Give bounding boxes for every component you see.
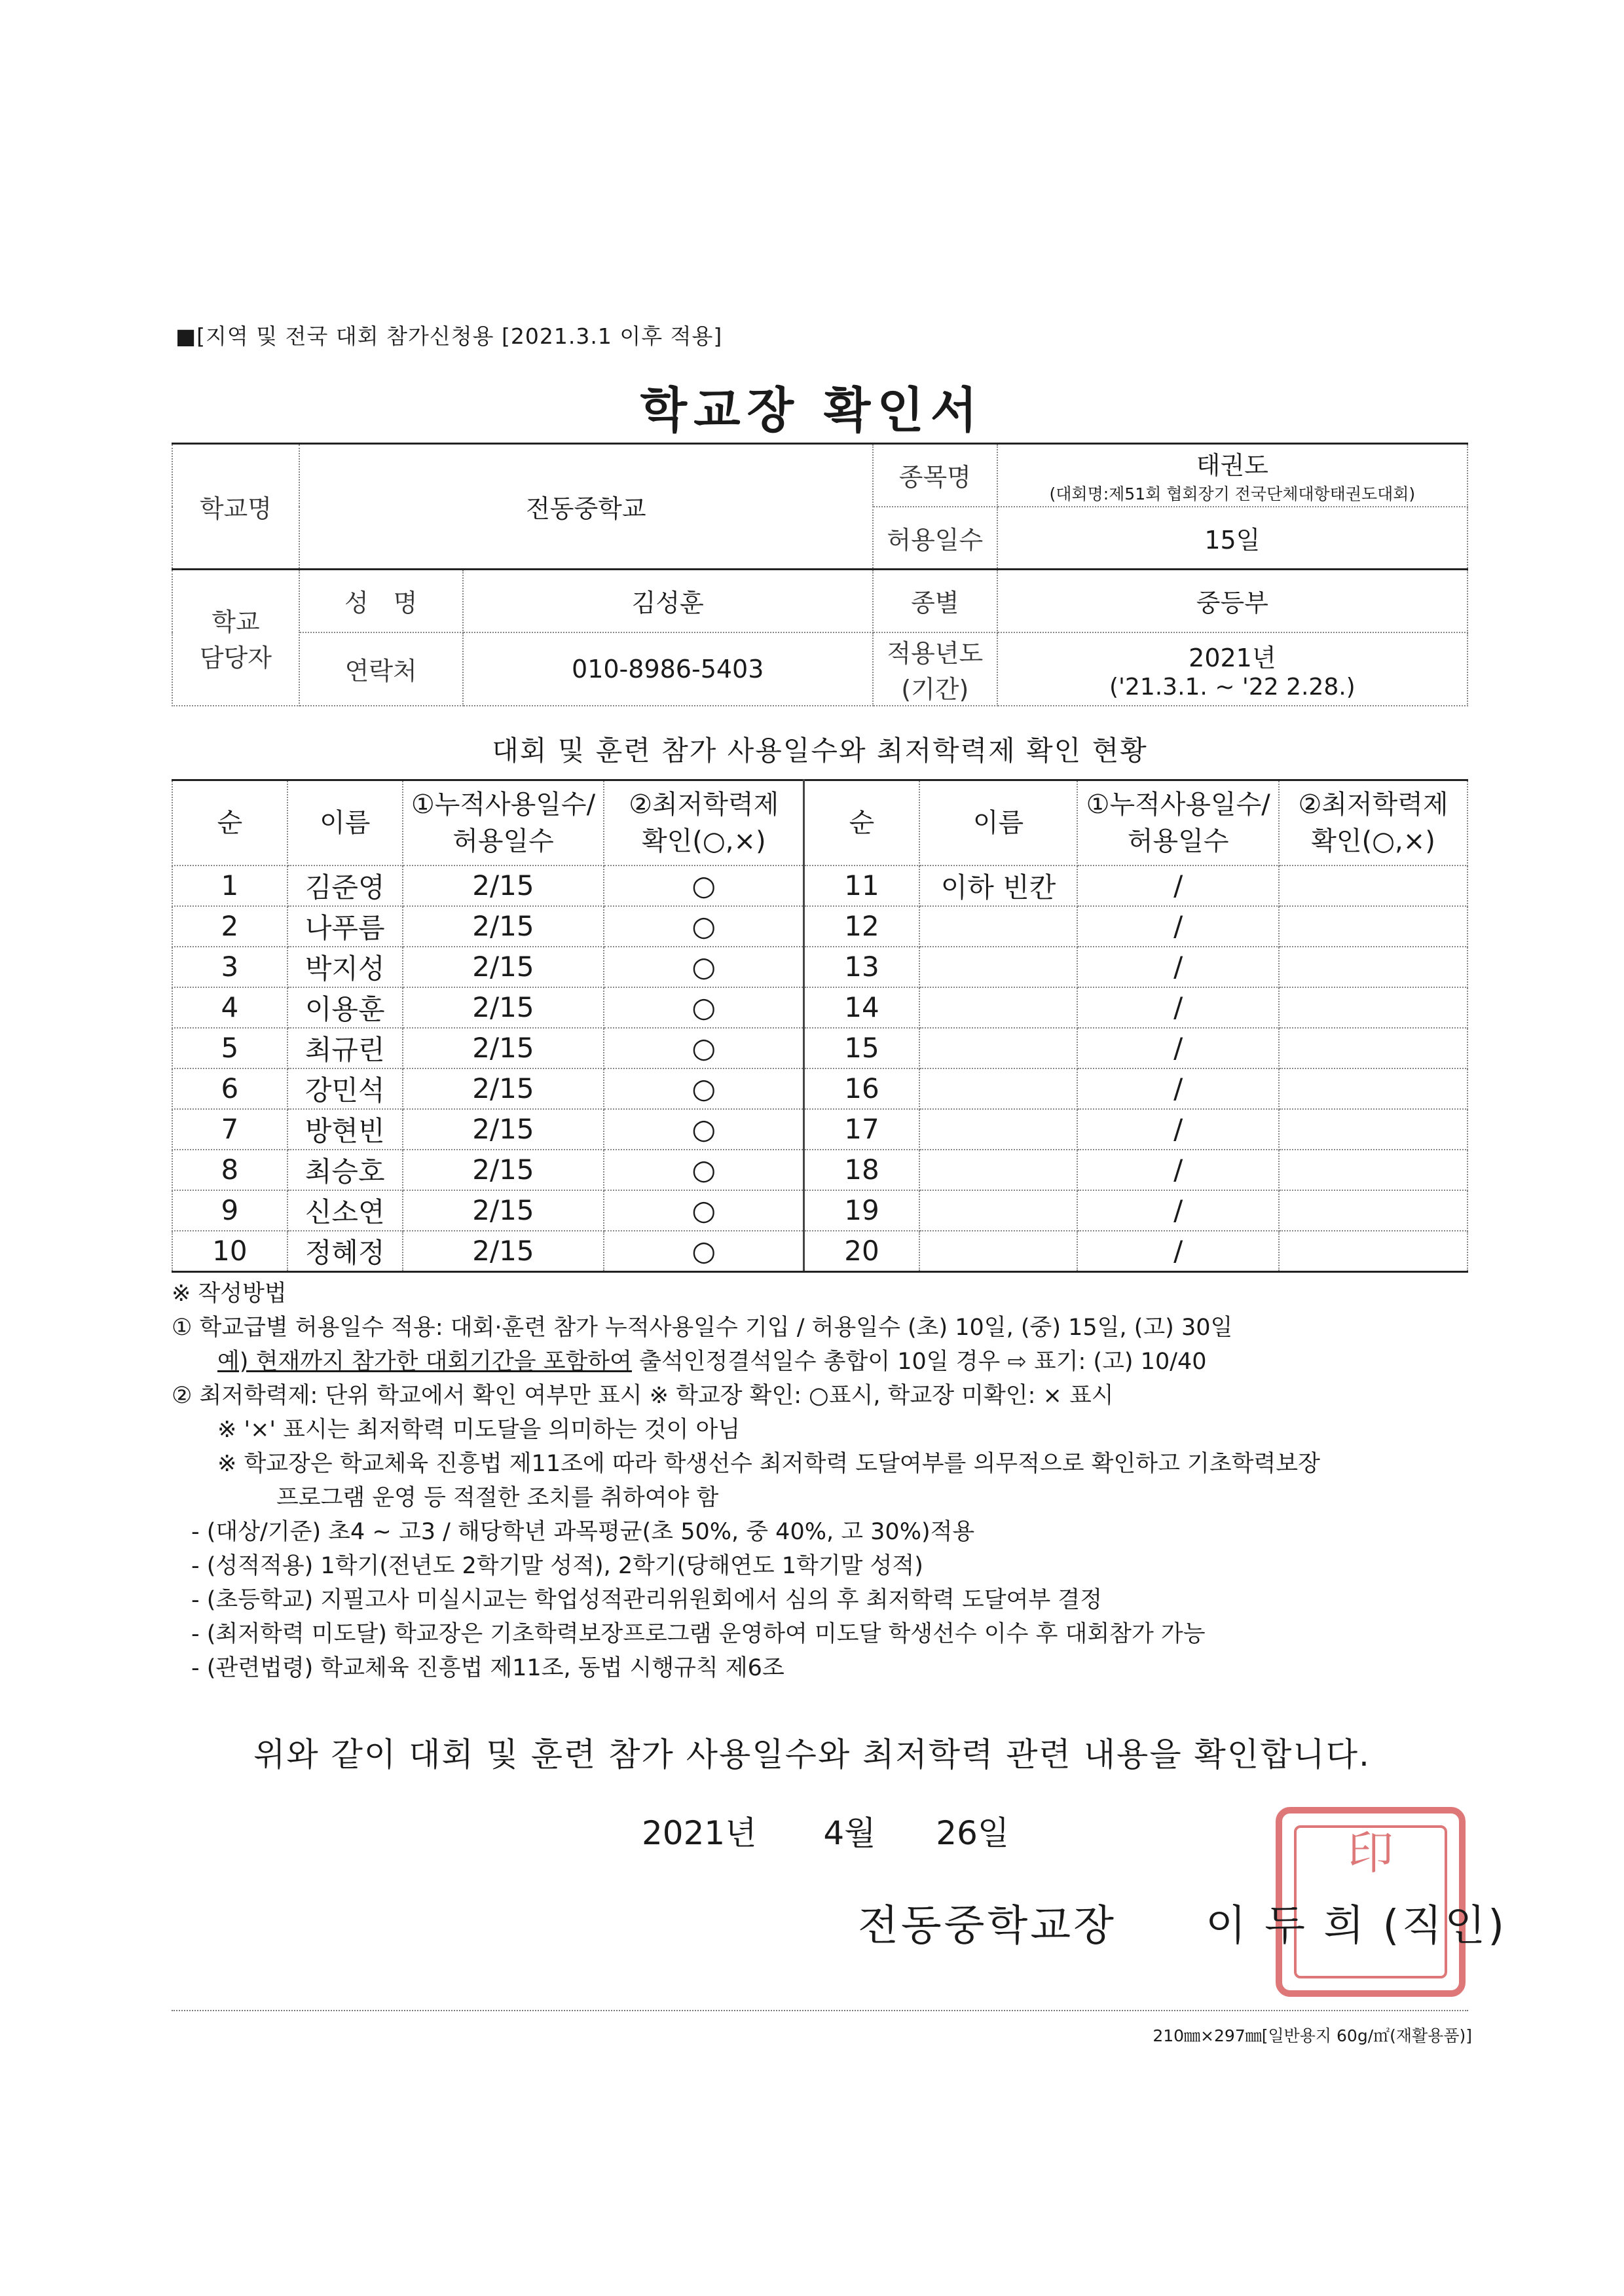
header-check [604, 780, 803, 866]
row-name-right [919, 987, 1078, 1028]
principal-signature: 전동중학교장 이 두 희 (직인) [858, 1902, 1507, 1950]
row-num-right: 20 [804, 1231, 919, 1272]
row-num: 6 [172, 1068, 287, 1109]
row-days-right: / [1077, 1150, 1279, 1190]
date-year: 2021년 [642, 1814, 757, 1852]
manager-label [172, 570, 299, 706]
seal-glyph: 印 [1348, 1826, 1393, 1880]
row-name: 신소연 [287, 1190, 403, 1231]
notes-heading: ※ 작성방법 [172, 1281, 287, 1307]
row-name-right [919, 1190, 1078, 1231]
manager-name-value: 김성훈 [463, 570, 873, 632]
row-days-right: / [1077, 906, 1279, 947]
row-name-right [919, 1150, 1078, 1190]
allowed-days-label: 허용일수 [873, 507, 997, 570]
row-days: 2/15 [403, 1190, 604, 1231]
row-check: ○ [604, 947, 803, 987]
row-num: 1 [172, 866, 287, 906]
manager-label-line1: 학교 [212, 607, 260, 636]
row-days: 2/15 [403, 1150, 604, 1190]
row-num-right: 11 [804, 866, 919, 906]
row-num-right: 13 [804, 947, 919, 987]
row-check-right [1279, 906, 1467, 947]
row-num: 9 [172, 1190, 287, 1231]
competition-name: (대회명:제51회 협회장기 전국단체대항태권도대회) [1049, 484, 1416, 504]
row-num-right: 18 [804, 1150, 919, 1190]
row-num-right: 14 [804, 987, 919, 1028]
roster-header-row [172, 780, 1467, 866]
row-days-right: / [1077, 1028, 1279, 1068]
header-num: 순 [172, 780, 287, 866]
header-check-right-line1: ②최저학력제 [1298, 789, 1449, 820]
date-day: 26일 [936, 1814, 1010, 1852]
issue-date [642, 1807, 1009, 1854]
school-info-table [172, 443, 1468, 706]
row-days: 2/15 [403, 906, 604, 947]
row-days: 2/15 [403, 1231, 604, 1272]
row-name-right: 이하 빈칸 [919, 866, 1078, 906]
row-check-right [1279, 1109, 1467, 1150]
table-row [172, 1068, 1467, 1109]
row-days: 2/15 [403, 866, 604, 906]
document-title: 학교장 확인서 [640, 382, 984, 439]
table-row [172, 866, 1467, 906]
table-row [172, 1190, 1467, 1231]
division-label: 종별 [873, 570, 997, 632]
sport-value: 태권도 [1196, 451, 1268, 481]
table-row [172, 1150, 1467, 1190]
date-month: 4월 [823, 1814, 876, 1852]
header-check-right-line2: 확인(○,×) [1311, 826, 1435, 856]
note-1b [172, 1345, 1481, 1379]
sport-label: 종목명 [873, 444, 997, 507]
row-check: ○ [604, 866, 803, 906]
confirmation-statement: 위와 같이 대회 및 훈련 참가 사용일수와 최저학력 관련 내용을 확인합니다. [253, 1736, 1371, 1774]
row-check: ○ [604, 1028, 803, 1068]
row-days: 2/15 [403, 1068, 604, 1109]
row-name-right [919, 1109, 1078, 1150]
row-days-right: / [1077, 987, 1279, 1028]
division-value: 중등부 [997, 570, 1467, 632]
instructions [172, 1277, 1481, 1685]
manager-name-label: 성 명 [299, 570, 463, 632]
row-check-right [1279, 866, 1467, 906]
year-cell [997, 632, 1467, 706]
header-days-right-line1: ①누적사용일수/ [1086, 789, 1270, 820]
row-check-right [1279, 1190, 1467, 1231]
row-name-right [919, 1028, 1078, 1068]
row-num: 3 [172, 947, 287, 987]
table-row [172, 1231, 1467, 1272]
detail-2: - (성적적용) 1학기(전년도 2학기말 성적), 2학기(당해연도 1학기말 성적) [191, 1553, 923, 1579]
row-check: ○ [604, 1068, 803, 1109]
row-days-right: / [1077, 866, 1279, 906]
contact-label: 연락처 [299, 632, 463, 706]
header-name-right: 이름 [919, 780, 1078, 866]
row-days-right: / [1077, 947, 1279, 987]
school-name-label: 학교명 [172, 444, 299, 570]
note-1b-underlined: 예) 현재까지 참가한 대회기간을 포함하여 [217, 1349, 632, 1375]
detail-3: - (초등학교) 지필고사 미실시교는 학업성적관리위원회에서 심의 후 최저학력 도달여부 결정 [191, 1587, 1103, 1613]
note-1a: ① 학교급별 허용일수 적용: 대회·훈련 참가 누적사용일수 기입 / 허용일수 (초) 10일, (중) 15일, (고) 30일 [172, 1315, 1233, 1341]
form-header-note: ■[지역 및 전국 대회 참가신청용 [2021.3.1 이후 적용] [175, 323, 723, 349]
row-check-right [1279, 987, 1467, 1028]
sport-cell [997, 444, 1467, 507]
row-name: 방현빈 [287, 1109, 403, 1150]
row-check: ○ [604, 906, 803, 947]
row-check: ○ [604, 987, 803, 1028]
row-days-right: / [1077, 1109, 1279, 1150]
row-days: 2/15 [403, 987, 604, 1028]
period-value: ('21.3.1. ~ '22 2.28.) [1109, 673, 1356, 701]
header-days-line2: 허용일수 [452, 826, 554, 856]
row-check: ○ [604, 1231, 803, 1272]
row-check: ○ [604, 1150, 803, 1190]
row-num: 8 [172, 1150, 287, 1190]
header-days [403, 780, 604, 866]
row-check-right [1279, 1068, 1467, 1109]
header-check-line1: ②최저학력제 [629, 789, 779, 820]
note-3: ※ '×' 표시는 최저학력 미도달을 의미하는 것이 아님 [217, 1417, 741, 1443]
year-label [873, 632, 997, 706]
row-check-right [1279, 1231, 1467, 1272]
roster-table [172, 779, 1468, 1273]
row-num: 10 [172, 1231, 287, 1272]
row-num: 4 [172, 987, 287, 1028]
table-row [172, 906, 1467, 947]
detail-4: - (최저학력 미도달) 학교장은 기초학력보장프로그램 운영하여 미도달 학생선수 이수 후 대회참가 가능 [191, 1621, 1206, 1647]
year-label-line1: 적용년도 [887, 638, 984, 668]
header-days-line1: ①누적사용일수/ [411, 789, 596, 820]
row-name-right [919, 906, 1078, 947]
note-1b-rest: 출석인정결석일수 총합이 10일 경우 ⇨ 표기: (고) 10/40 [631, 1349, 1207, 1375]
row-days-right: / [1077, 1068, 1279, 1109]
table-row [172, 987, 1467, 1028]
row-days: 2/15 [403, 1028, 604, 1068]
row-name-right [919, 1231, 1078, 1272]
row-days-right: / [1077, 1231, 1279, 1272]
row-check-right [1279, 1028, 1467, 1068]
paper-spec-footer: 210㎜×297㎜[일반용지 60g/㎡(재활용품)] [1153, 2026, 1472, 2045]
year-value: 2021년 [1189, 643, 1276, 672]
table-row [172, 1109, 1467, 1150]
row-name: 이용훈 [287, 987, 403, 1028]
header-name: 이름 [287, 780, 403, 866]
row-check-right [1279, 947, 1467, 987]
row-days: 2/15 [403, 1109, 604, 1150]
header-num-right: 순 [804, 780, 919, 866]
row-name-right [919, 1068, 1078, 1109]
header-check-line2: 확인(○,×) [641, 826, 766, 856]
table-row [172, 1028, 1467, 1068]
allowed-days-value: 15일 [997, 507, 1467, 570]
year-label-line2: (기간) [901, 674, 969, 704]
detail-1: - (대상/기준) 초4 ~ 고3 / 해당학년 과목평균(초 50%, 중 40%, 고 30%)적용 [191, 1519, 975, 1545]
row-name: 최승호 [287, 1150, 403, 1190]
table-row [172, 947, 1467, 987]
header-days-right-line2: 허용일수 [1127, 826, 1229, 856]
row-num-right: 17 [804, 1109, 919, 1150]
row-num: 7 [172, 1109, 287, 1150]
row-name: 강민석 [287, 1068, 403, 1109]
note-4a: ※ 학교장은 학교체육 진흥법 제11조에 따라 학생선수 최저학력 도달여부를 의무적으로 확인하고 기초학력보장 [217, 1451, 1320, 1477]
row-num-right: 19 [804, 1190, 919, 1231]
row-check-right [1279, 1150, 1467, 1190]
row-name: 김준영 [287, 866, 403, 906]
row-name: 정혜정 [287, 1231, 403, 1272]
row-num-right: 12 [804, 906, 919, 947]
row-name: 나푸름 [287, 906, 403, 947]
section-title: 대회 및 훈련 참가 사용일수와 최저학력제 확인 현황 [492, 735, 1148, 767]
row-num: 5 [172, 1028, 287, 1068]
note-4b: 프로그램 운영 등 적절한 조치를 취하여야 함 [276, 1485, 719, 1511]
manager-label-line2: 담당자 [199, 643, 272, 672]
note-2: ② 최저학력제: 단위 학교에서 확인 여부만 표시 ※ 학교장 확인: ○표시, 학교장 미확인: × 표시 [172, 1383, 1114, 1409]
row-name-right [919, 947, 1078, 987]
row-check: ○ [604, 1190, 803, 1231]
row-name: 박지성 [287, 947, 403, 987]
school-name-value: 전동중학교 [299, 444, 873, 570]
header-check-right [1279, 780, 1467, 866]
row-num-right: 16 [804, 1068, 919, 1109]
header-days-right [1077, 780, 1279, 866]
row-check: ○ [604, 1109, 803, 1150]
row-days-right: / [1077, 1190, 1279, 1231]
contact-value: 010-8986-5403 [463, 632, 873, 706]
row-days: 2/15 [403, 947, 604, 987]
row-num-right: 15 [804, 1028, 919, 1068]
detail-5: - (관련법령) 학교체육 진흥법 제11조, 동법 시행규칙 제6조 [191, 1655, 784, 1681]
footer-divider [172, 2010, 1468, 2011]
row-name: 최규린 [287, 1028, 403, 1068]
row-num: 2 [172, 906, 287, 947]
